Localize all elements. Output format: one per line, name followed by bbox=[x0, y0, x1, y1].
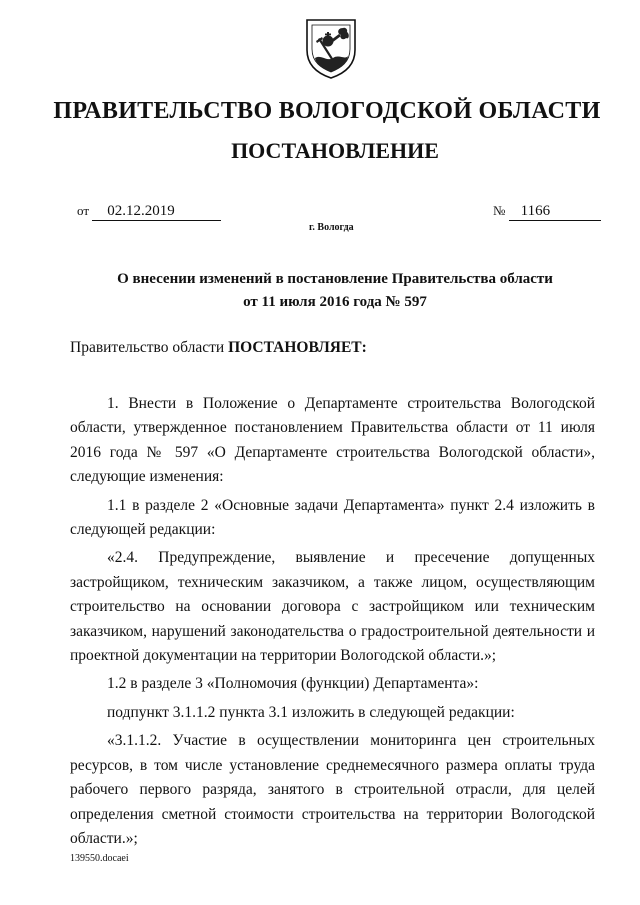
paragraph-1-2: 1.2 в разделе 3 «Полномочия (функции) Департамента»: bbox=[107, 675, 479, 693]
document-body bbox=[70, 392, 595, 851]
number-prefix: № bbox=[493, 203, 506, 218]
date-field bbox=[77, 203, 221, 221]
number-field bbox=[493, 203, 601, 221]
paragraph-1: 1. Внести в Положение о Департаменте строительства Вологодской области, утвержденное постановлением Правительства области от 11 июля 2016 года № 597 «О Департаменте строительства Вологодской области», следующие изменения: bbox=[70, 395, 595, 486]
government-name: ПРАВИТЕЛЬСТВО ВОЛОГОДСКОЙ ОБЛАСТИ bbox=[53, 98, 601, 124]
document-code: 139550.docaei bbox=[70, 853, 129, 864]
coat-of-arms-icon bbox=[303, 16, 359, 80]
preamble-decree: ПОСТАНОВЛЯЕТ: bbox=[228, 339, 367, 356]
paragraph-1-1: 1.1 в разделе 2 «Основные задачи Департамента» пункт 2.4 изложить в следующей редакции: bbox=[70, 496, 595, 539]
paragraph-3-1-1-2: «3.1.1.2. Участие в осуществлении мониторинга цен строительных ресурсов, в том числе установление среднемесячного размера оплаты труда рабочего первого разряда, занятого в строительной отрасли, для целей определения сметной стоимости строительства на территории Вологодской области.»; bbox=[70, 732, 595, 847]
document-date: 02.12.2019 bbox=[92, 203, 221, 221]
preamble bbox=[70, 339, 367, 357]
date-prefix: от bbox=[77, 203, 90, 218]
document-subject bbox=[70, 268, 600, 314]
document-number: 1166 bbox=[509, 203, 601, 221]
paragraph-subpoint: подпункт 3.1.1.2 пункта 3.1 изложить в следующей редакции: bbox=[107, 703, 515, 721]
paragraph-2-4: «2.4. Предупреждение, выявление и пресечение допущенных застройщиком, техническим заказчиком, а также лицом, осуществляющим строительство на основании договора с застройщиком или техническим заказчиком, нарушений законодательства о градостроительной деятельности и проектной документации на территории Вологодской области.»; bbox=[70, 549, 595, 665]
preamble-text: Правительство области bbox=[70, 339, 229, 356]
subject-line-2: от 11 июля 2016 года № 597 bbox=[243, 294, 427, 310]
document-type: ПОСТАНОВЛЕНИЕ bbox=[231, 138, 439, 163]
city: г. Вологда bbox=[309, 222, 354, 233]
subject-line-1: О внесении изменений в постановление Правительства области bbox=[117, 271, 553, 287]
